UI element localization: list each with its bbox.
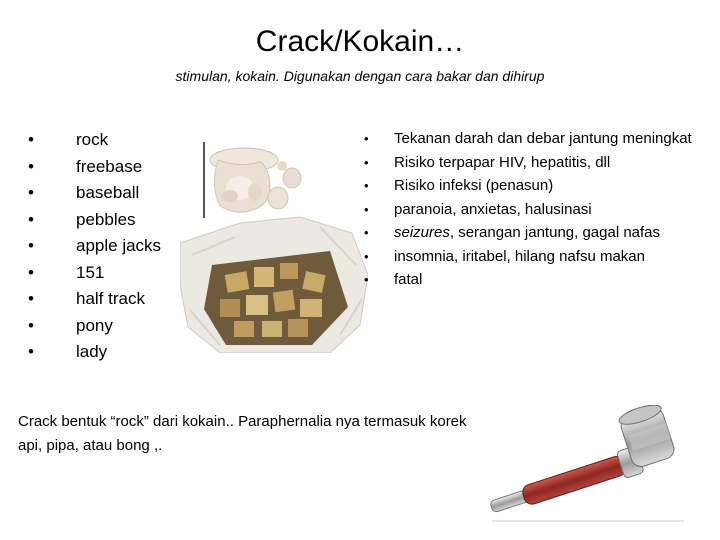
street-name-label: apple jacks — [76, 236, 162, 255]
bullet-icon: • — [364, 131, 369, 146]
list-item — [28, 127, 161, 154]
slide-subtitle: stimulan, kokain. Digunakan dengan cara bakar dan dihirup — [175, 68, 545, 84]
bullet-icon: • — [28, 236, 34, 255]
list-item — [28, 339, 161, 366]
crack-pipe-photo — [484, 405, 690, 523]
bullet-icon: • — [364, 178, 369, 193]
list-item — [28, 180, 161, 207]
effect-text: paranoia, anxietas, halusinasi — [394, 200, 592, 218]
list-item — [28, 313, 161, 340]
effect-text: fatal — [394, 271, 423, 288]
effect-text: , serangan jantung, gagal nafas — [449, 224, 661, 241]
crack-rock-photo — [200, 136, 306, 220]
bullet-icon: • — [28, 183, 34, 202]
crack-chunks-in-paper-photo — [180, 215, 368, 353]
list-item — [364, 200, 694, 219]
caption-text: Crack bentuk “rock” dari kokain.. Paraphernalia nya termasuk korek api, pipa, atau bong ,. — [18, 413, 467, 454]
street-names-list — [28, 127, 161, 366]
street-name-label: pebbles — [76, 209, 136, 229]
list-item — [364, 129, 694, 148]
bullet-icon: • — [364, 225, 369, 240]
effect-text: Risiko infeksi (penasun) — [394, 177, 554, 194]
list-item — [28, 286, 161, 313]
bullet-icon: • — [28, 289, 34, 308]
list-item — [364, 247, 694, 266]
slide-title: Crack/Kokain… — [255, 25, 465, 58]
bullet-icon: • — [364, 272, 369, 287]
bullet-icon: • — [364, 201, 369, 217]
list-item — [364, 153, 694, 172]
list-item — [364, 176, 694, 195]
bullet-icon: • — [364, 248, 369, 264]
list-item — [28, 154, 161, 181]
street-name-label: pony — [76, 315, 113, 335]
street-name-label: rock — [76, 130, 109, 149]
effect-text: insomnia, iritabel, hilang nafsu makan — [394, 247, 645, 265]
bullet-icon: • — [28, 130, 34, 149]
street-name-label: lady — [76, 342, 108, 361]
effect-text: Tekanan darah dan debar jantung meningkat — [394, 130, 692, 147]
bullet-icon: • — [28, 209, 34, 229]
list-item — [364, 270, 694, 289]
list-item — [28, 233, 161, 260]
effects-list — [364, 129, 694, 294]
street-name-label: half track — [76, 289, 145, 308]
bullet-icon: • — [28, 262, 34, 282]
street-name-label: baseball — [76, 183, 140, 202]
street-name-label: 151 — [76, 262, 105, 282]
bullet-icon: • — [28, 315, 34, 335]
effect-text: Risiko terpapar HIV, hepatitis, dll — [394, 153, 611, 171]
list-item — [28, 207, 161, 234]
list-item — [364, 223, 694, 242]
bullet-icon: • — [364, 154, 369, 170]
street-name-label: freebase — [76, 156, 143, 176]
bullet-icon: • — [28, 156, 34, 176]
list-item — [28, 260, 161, 287]
effect-italic-text: seizures — [394, 224, 450, 241]
bullet-icon: • — [28, 342, 34, 361]
